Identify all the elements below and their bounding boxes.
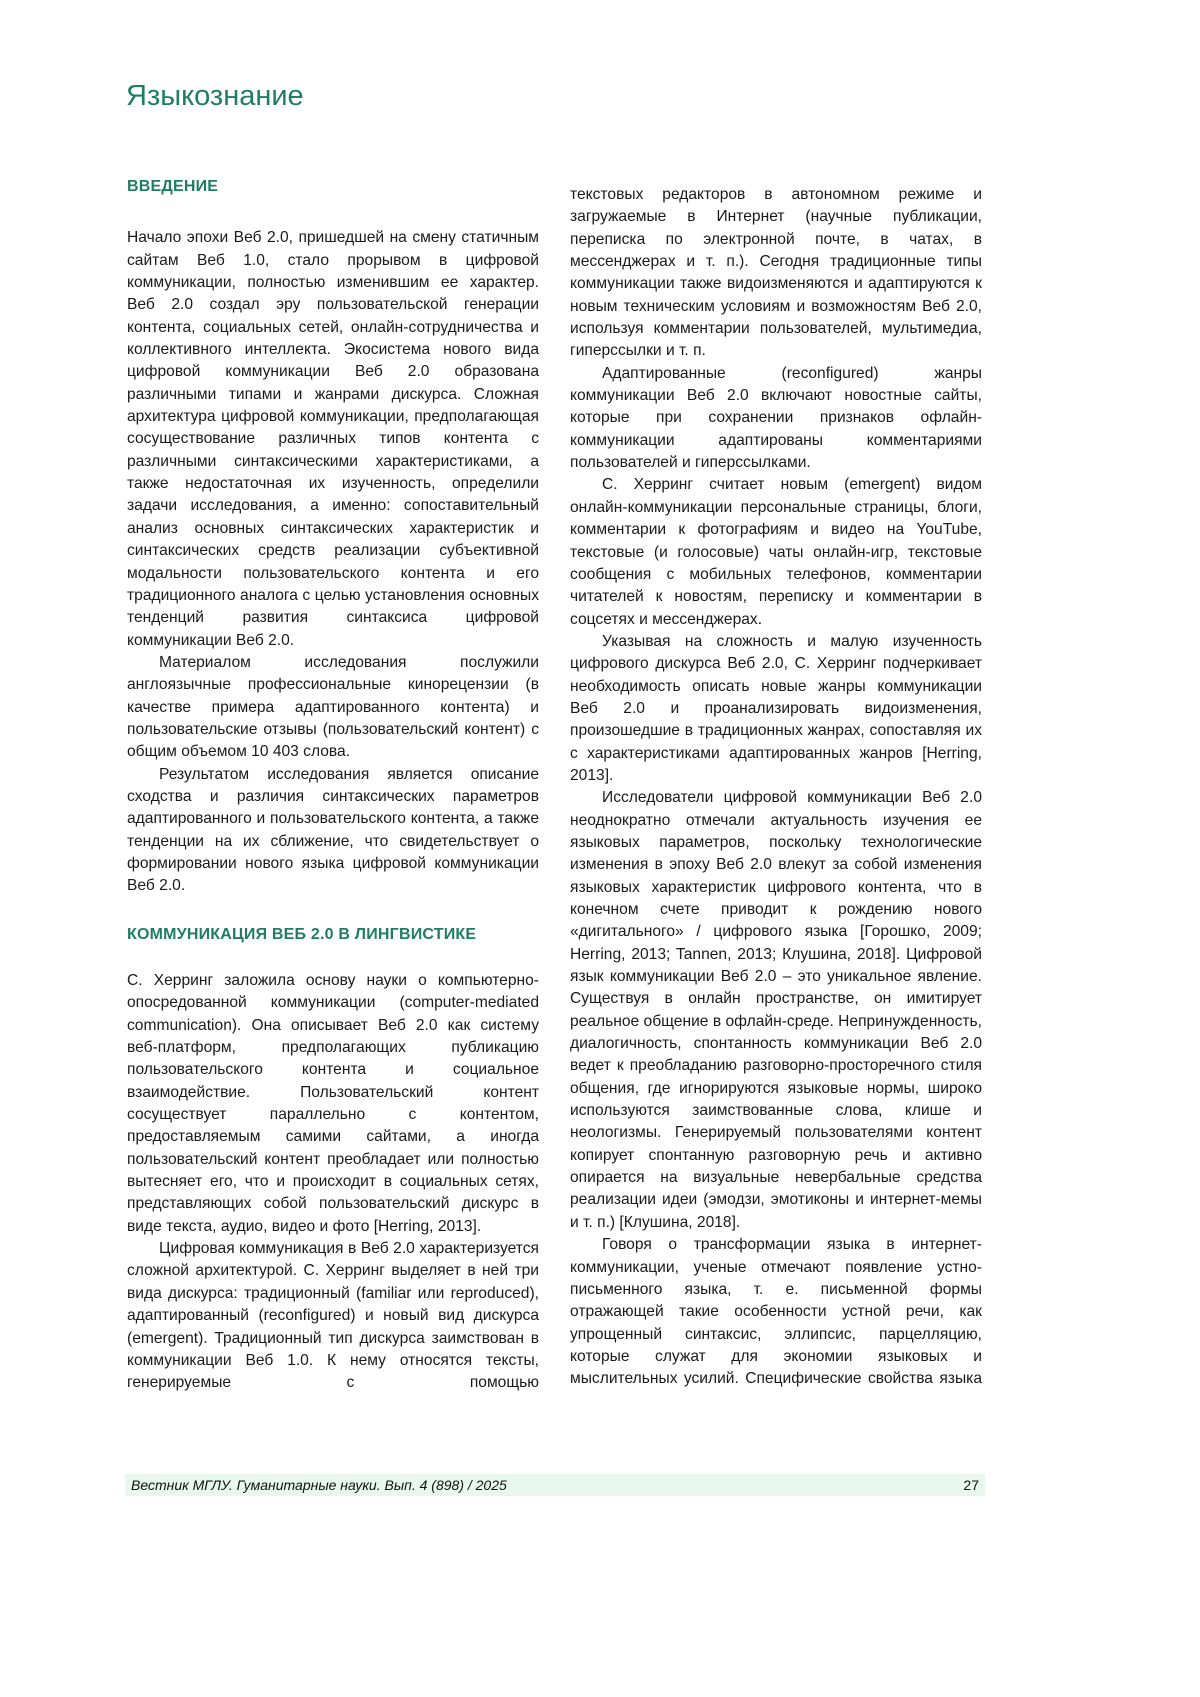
paragraph: Материалом исследования послужили англоязычные профессиональные кинорецензии (в качестве примера адаптированного контента) и пользовательские отзывы (пользовательский контент) с общим объемом 10 403 слова. bbox=[127, 652, 539, 764]
left-column bbox=[127, 176, 539, 1395]
paragraph: Результатом исследования является описание сходства и различия синтаксических параметров адаптированного и пользовательского контента, а также тенденции на их сближение, что свидетельствует о формировании нового языка цифровой коммуникации Веб 2.0. bbox=[127, 764, 539, 898]
section-title: Языкознание bbox=[126, 80, 304, 113]
paragraph: Цифровая коммуникация в Веб 2.0 характеризуется сложной архитектурой. С. Херринг выделяет в ней три вида дискурса: традиционный (familiar или reproduced), адаптированный (reconfigured) и новый вид дискурса (emergent). Традиционный тип дискурса заимствован в коммуникации Веб 1.0. К нему относятся тексты, генерируемые с помощью bbox=[127, 1238, 539, 1394]
paragraph: Адаптированные (reconfigured) жанры коммуникации Веб 2.0 включают новостные сайты, которые при сохранении признаков офлайн-коммуникации адаптированы комментариями пользователей и гиперссылками. bbox=[570, 363, 982, 475]
paragraph: С. Херринг считает новым (emergent) видом онлайн-коммуникации персональные страницы, блоги, комментарии к фотографиям и видео на YouTube, текстовые (и голосовые) чаты онлайн-игр, текстовые сообщения с мобильных телефонов, комментарии читателей к новостям, переписку и комментарии в соцсетях и мессенджерах. bbox=[570, 474, 982, 630]
heading-web20-linguistics: КОММУНИКАЦИЯ ВЕБ 2.0 В ЛИНГВИСТИКЕ bbox=[127, 924, 539, 946]
paragraph: Говоря о трансформации языка в интернет-коммуникации, ученые отмечают появление устно-письменного языка, т. е. письменной формы отражающей такие особенности устной речи, как упрощенный синтаксис, эллипсис, парцелляцию, которые служат для экономии языковых и мыслительных усилий. Специфические свойства языка bbox=[570, 1234, 982, 1390]
paragraph: Указывая на сложность и малую изученность цифрового дискурса Веб 2.0, С. Херринг подчеркивает необходимость описать новые жанры коммуникации Веб 2.0 и проанализировать видоизменения, произошедшие в традиционных жанрах, сопоставляя их с характеристиками адаптированных жанров [Herring, 2013]. bbox=[570, 631, 982, 787]
paragraph: текстовых редакторов в автономном режиме и загружаемые в Интернет (научные публикации, переписка по электронной почте, в чатах, в мессенджерах и т. п.). Сегодня традиционные типы коммуникации также видоизменяются и адаптируются к новым техническим условиям и возможностям Веб 2.0, используя комментарии пользователей, мультимедиа, гиперссылки и т. п. bbox=[570, 184, 982, 363]
page-footer bbox=[125, 1474, 985, 1496]
right-column bbox=[570, 184, 982, 1391]
page-number: 27 bbox=[957, 1477, 985, 1493]
paragraph: Начало эпохи Веб 2.0, пришедшей на смену статичным сайтам Веб 1.0, стало прорывом в цифровой коммуникации, полностью изменившим ее характер. Веб 2.0 создал эру пользовательской генерации контента, социальных сетей, онлайн-сотрудничества и коллективного интеллекта. Экосистема нового вида цифровой коммуникации Веб 2.0 образована различными типами и жанрами дискурса. Сложная архитектура цифровой коммуникации, предполагающая сосуществование различных типов контента с различными синтаксическими характеристиками, а также недостаточная их изученность, определили задачи исследования, а именно: сопоставительный анализ основных синтаксических характеристик и синтаксических средств реализации субъективной модальности пользовательского контента и его традиционного аналога с целью установления основных тенденций развития синтаксиса цифровой коммуникации Веб 2.0. bbox=[127, 227, 539, 652]
paragraph: Исследователи цифровой коммуникации Веб 2.0 неоднократно отмечали актуальность изучения ее языковых параметров, поскольку технологические изменения в эпоху Веб 2.0 влекут за собой изменения языковых характеристик цифрового контента, что в конечном счете приводит к рождению нового «дигитального» / цифрового языка [Горошко, 2009; Herring, 2013; Tannen, 2013; Клушина, 2018]. Цифровой язык коммуникации Веб 2.0 – это уникальное явление. Существуя в онлайн пространстве, он имитирует реальное общение в офлайн-среде. Непринужденность, диалогичность, спонтанность коммуникации Веб 2.0 ведет к преобладанию разговорно-просторечного стиля общения, где игнорируются языковые нормы, широко используются заимствованные слова, клише и неологизмы. Генерируемый пользователями контент копирует спонтанную разговорную речь и активно опирается на визуальные невербальные средства реализации идеи (эмодзи, эмотиконы и интернет-мемы и т. п.) [Клушина, 2018]. bbox=[570, 787, 982, 1234]
journal-citation: Вестник МГЛУ. Гуманитарные науки. Вып. 4 (898) / 2025 bbox=[125, 1477, 513, 1493]
paragraph: С. Херринг заложила основу науки о компьютерно-опосредованной коммуникации (computer-mediated communication). Она описывает Веб 2.0 как систему веб-платформ, предполагающих публикацию пользовательского контента и социальное взаимодействие. Пользовательский контент сосуществует параллельно с контентом, предоставляемым самими сайтами, а иногда пользовательский контент преобладает или полностью вытесняет его, что и происходит в социальных сетях, представляющих собой пользовательский дискурс в виде текста, аудио, видео и фото [Herring, 2013]. bbox=[127, 970, 539, 1238]
heading-introduction: ВВЕДЕНИЕ bbox=[127, 176, 539, 198]
